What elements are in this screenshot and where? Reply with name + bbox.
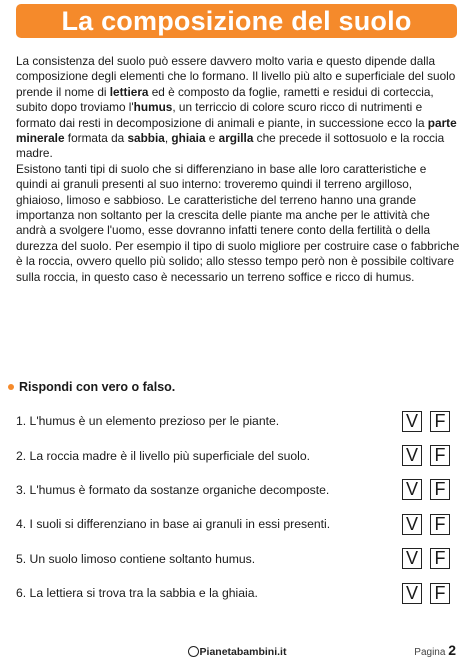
keyword-ghiaia: ghiaia (171, 131, 206, 146)
keyword-lettiera: lettiera (109, 84, 149, 99)
question-text: 6. La lettiera si trova tra la sabbia e la ghiaia. (16, 586, 258, 601)
exercise-instruction (8, 380, 175, 394)
question-row (16, 542, 466, 576)
true-checkbox[interactable]: V (402, 445, 422, 466)
true-checkbox[interactable]: V (402, 411, 422, 432)
reading-passage (16, 54, 460, 285)
keyword-humus: humus (133, 100, 173, 115)
logo-text: Pianetabambini.it (199, 646, 287, 658)
question-row (16, 507, 466, 541)
question-row (16, 404, 466, 438)
p1-text-5: , (164, 131, 172, 146)
true-checkbox[interactable]: V (402, 583, 422, 604)
page-number (414, 642, 456, 658)
question-text: 4. I suoli si differenziano in base ai granuli in essi presenti. (16, 517, 331, 532)
false-checkbox[interactable]: F (430, 411, 450, 432)
false-checkbox[interactable]: F (430, 583, 450, 604)
true-false-list (16, 404, 466, 610)
page-title: La composizione del suolo (61, 5, 412, 36)
false-checkbox[interactable]: F (430, 479, 450, 500)
keyword-argilla: argilla (218, 131, 254, 146)
p1-text-1: La consistenza del suolo può essere davvero molto varia e questo dipende dalla composizione degli elementi che lo formano. Il livello più alto e superficiale del suolo prende il nome di (16, 54, 456, 99)
page-number-value: 2 (448, 642, 456, 658)
question-text: 3. L'humus è formato da sostanze organiche decomposte. (16, 482, 330, 497)
false-checkbox[interactable]: F (430, 548, 450, 569)
false-checkbox[interactable]: F (430, 445, 450, 466)
true-checkbox[interactable]: V (402, 479, 422, 500)
footer-logo (0, 646, 474, 658)
p1-text-6: e (205, 131, 219, 146)
paragraph-1 (16, 54, 460, 162)
p1-text-7: che precede il sottosuolo e la roccia madre. (16, 131, 445, 161)
question-row (16, 438, 466, 472)
paragraph-2: Esistono tanti tipi di suolo che si differenziano in base alle loro caratteristiche e quindi ai granuli presenti al suo interno: troveremo quindi il terreno argilloso, ghiaioso, limoso e sabbioso. Le caratteristiche del terreno hanno una grande importanza non soltanto per la crescita delle piante ma anche per le attività che andrà a svolgere l'uomo, esse dovranno infatti tenere conto della fertilità o della durezza del suolo. Per esempio il tipo di suolo migliore per costruire case o fabbriche è la roccia, ovvero quello più solido; allo stesso tempo però non è possibile coltivare sulla roccia, in questo caso è necessario un terreno soffice e ricco di humus. (16, 161, 460, 284)
true-checkbox[interactable]: V (402, 514, 422, 535)
p1-text-3: , un terriccio di colore scuro ricco di nutrimenti e formato dai resti in decomposizione di animali e piante, in successione ecco la (16, 100, 428, 130)
keyword-parte-minerale: parte minerale (16, 115, 457, 146)
instruction-text: Rispondi con vero o falso. (19, 380, 176, 394)
bullet-icon (8, 384, 14, 390)
title-banner (16, 4, 457, 38)
true-checkbox[interactable]: V (402, 548, 422, 569)
false-checkbox[interactable]: F (430, 514, 450, 535)
p1-text-4: formata da (64, 131, 128, 146)
question-row (16, 473, 466, 507)
keyword-sabbia: sabbia (127, 131, 165, 146)
question-row (16, 576, 466, 610)
question-text: 5. Un suolo limoso contiene soltanto humus. (16, 551, 256, 566)
p1-text-2: ed è composto da foglie, rametti e residui di corteccia, subito dopo troviamo l' (16, 84, 434, 115)
question-text: 2. La roccia madre è il livello più superficiale del suolo. (16, 448, 311, 463)
page-label: Pagina (414, 647, 446, 658)
planet-logo-icon (188, 646, 199, 657)
question-text: 1. L'humus è un elemento prezioso per le piante. (16, 414, 280, 429)
